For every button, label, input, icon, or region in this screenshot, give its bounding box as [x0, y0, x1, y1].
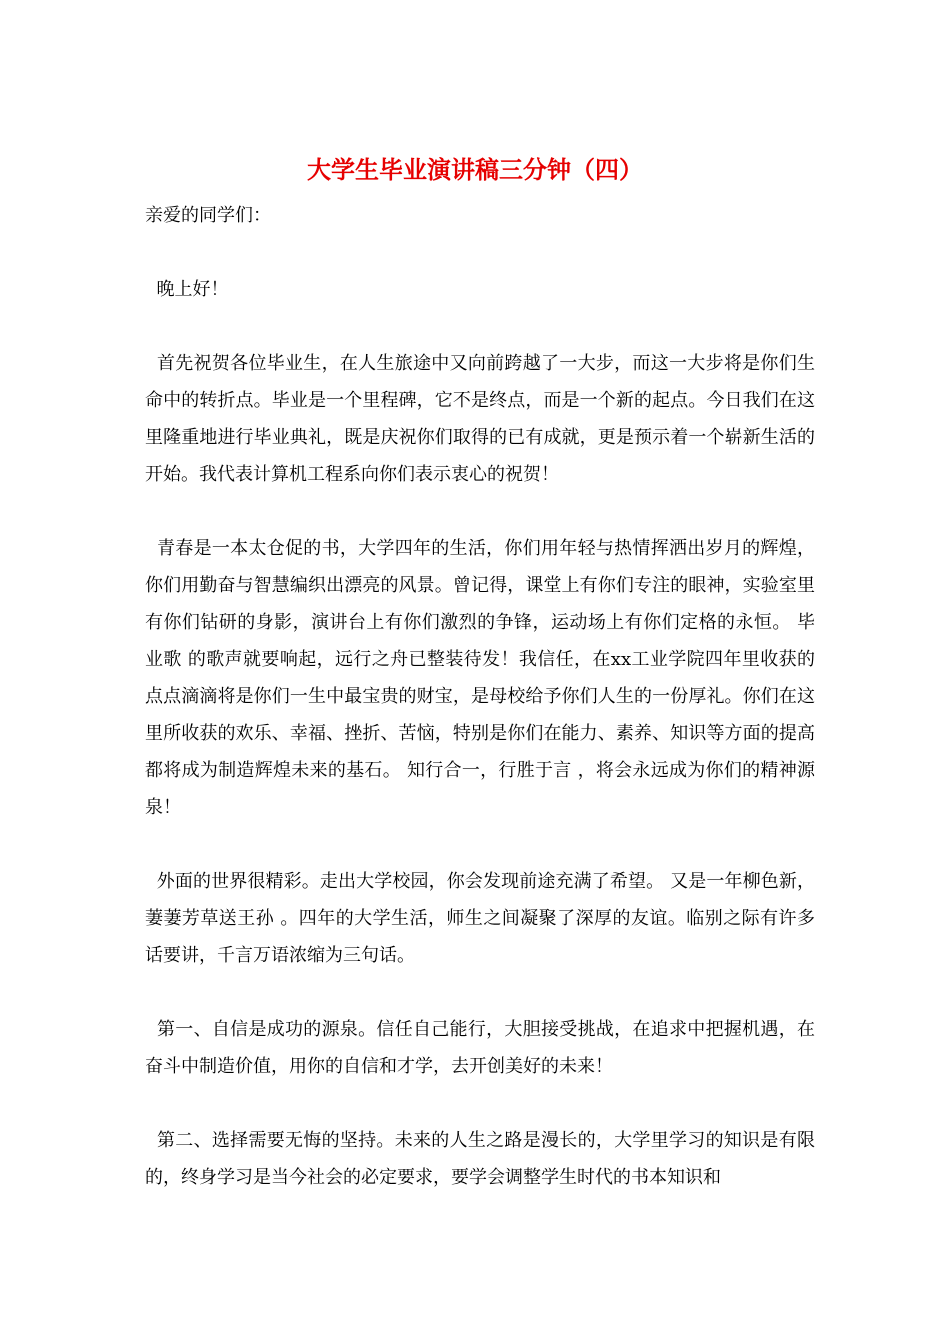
- paragraph: 晚上好！: [145, 279, 229, 300]
- paragraph: 青春是一本太仓促的书，大学四年的生活，你们用年轻与热情挥洒出岁月的辉煌，你们用勤奋与智慧编织出漂亮的风景。曾记得，课堂上有你们专注的眼神，实验室里有你们钻研的身影，演讲台上有你们激烈的争锋，运动场上有你们定格的永恒。 毕业歌 的歌声就要响起，远行之舟已整装待发！我信任，在xx工业学院四年里收获的点点滴滴将是你们一生中最宝贵的财宝，是母校给予你们人生的一份厚礼。你们在这里所收获的欢乐、幸福、挫折、苦恼，特别是你们在能力、素养、知识等方面的提高都将成为制造辉煌未来的基石。 知行合一，行胜于言 ，将会永远成为你们的精神源泉！: [145, 538, 815, 818]
- paragraph: 第二、选择需要无悔的坚持。未来的人生之路是漫长的，大学里学习的知识是有限的，终身学习是当今社会的必定要求，要学会调整学生时代的书本知识和: [145, 1130, 815, 1188]
- paragraph: 外面的世界很精彩。走出大学校园，你会发现前途充满了希望。 又是一年柳色新，萋萋芳草送王孙 。四年的大学生活，师生之间凝聚了深厚的友谊。临别之际有许多话要讲，千言万语浓缩为三句话。: [145, 871, 815, 966]
- paragraph-spacer: [145, 1085, 815, 1122]
- greeting-line: 亲爱的同学们：: [145, 205, 271, 226]
- paragraph-spacer: [145, 826, 815, 863]
- paragraph: 首先祝贺各位毕业生，在人生旅途中又向前跨越了一大步，而这一大步将是你们生命中的转折点。毕业是一个里程碑，它不是终点，而是一个新的起点。今日我们在这里隆重地进行毕业典礼，既是庆祝你们取得的已有成就，更是预示着一个崭新生活的开始。我代表计算机工程系向你们表示衷心的祝贺！: [145, 353, 815, 485]
- paragraph-spacer: [145, 974, 815, 1011]
- paragraph: 第一、自信是成功的源泉。信任自己能行，大胆接受挑战，在追求中把握机遇，在奋斗中制造价值，用你的自信和才学，去开创美好的未来！: [145, 1019, 815, 1077]
- paragraph-spacer: [145, 234, 815, 271]
- document-body: [145, 197, 815, 1196]
- paragraph-spacer: [145, 493, 815, 530]
- paragraph-spacer: [145, 308, 815, 345]
- document-title: 大学生毕业演讲稿三分钟（四）: [307, 156, 643, 184]
